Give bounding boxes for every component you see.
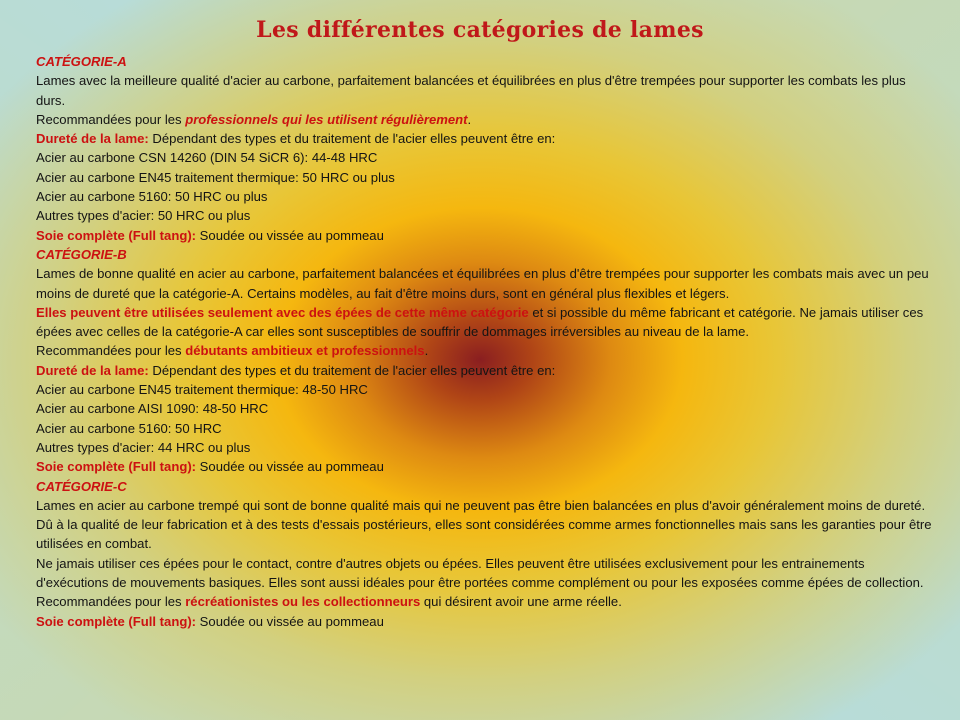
category-b-tang bbox=[36, 457, 934, 476]
recommend-prefix: Recommandées pour les bbox=[36, 343, 186, 359]
category-c-recommendation bbox=[36, 592, 934, 611]
category-a-recommendation bbox=[36, 110, 934, 129]
recommend-prefix: Recommandées pour les bbox=[36, 594, 186, 610]
category-b-recommendation bbox=[36, 341, 934, 360]
page-title: Les différentes catégories de lames bbox=[256, 17, 704, 43]
recommend-highlight: professionnels qui les utilisent régulièrement bbox=[185, 111, 468, 127]
usage-rest: et si possible du même fabricant et catégorie. Ne jamais utiliser ces épées avec celles de la catégorie-A car elles sont susceptibles de souffrir de dommages irréversibles au niveau de la lame. bbox=[36, 304, 924, 340]
recommend-highlight: débutants ambitieux et professionnels bbox=[185, 343, 425, 359]
hardness-label: Dureté de la lame: bbox=[36, 131, 149, 147]
steel-item: Acier au carbone CSN 14260 (DIN 54 SiCR 6): 44-48 HRC bbox=[36, 150, 378, 166]
category-a-tang bbox=[36, 226, 934, 245]
category-a-heading: CATÉGORIE-A bbox=[36, 54, 127, 69]
steel-item: Acier au carbone 5160: 50 HRC bbox=[36, 420, 222, 436]
recommend-highlight: récréationistes ou les collectionneurs bbox=[185, 594, 421, 610]
recommend-suffix: qui désirent avoir une arme réelle. bbox=[420, 594, 622, 610]
hardness-intro: Dépendant des types et du traitement de l'acier elles peuvent être en: bbox=[148, 131, 556, 147]
tang-value: Soudée ou vissée au pommeau bbox=[196, 227, 384, 243]
category-b-hardness bbox=[36, 361, 934, 380]
steel-item: Acier au carbone 5160: 50 HRC ou plus bbox=[36, 189, 268, 205]
hardness-label: Dureté de la lame: bbox=[36, 362, 149, 378]
tang-label: Soie complète (Full tang): bbox=[36, 613, 197, 629]
category-b-usage bbox=[36, 303, 934, 342]
category-a-description: Lames avec la meilleure qualité d'acier au carbone, parfaitement balancées et équilibrées en plus d'être trempées pour supporter les combats les plus durs. bbox=[36, 73, 906, 108]
steel-item: Acier au carbone AISI 1090: 48-50 HRC bbox=[36, 401, 269, 417]
tang-label: Soie complète (Full tang): bbox=[36, 459, 197, 475]
steel-item: Acier au carbone EN45 traitement thermique: 50 HRC ou plus bbox=[36, 169, 395, 185]
usage-highlight: Elles peuvent être utilisées seulement avec des épées de cette même catégorie bbox=[36, 304, 529, 320]
steel-item: Acier au carbone EN45 traitement thermique: 48-50 HRC bbox=[36, 382, 368, 398]
category-c-heading: CATÉGORIE-C bbox=[36, 478, 127, 494]
content-body bbox=[36, 52, 934, 631]
category-b-description: Lames de bonne qualité en acier au carbone, parfaitement balancées et équilibrées en plus d'être trempées pour supporter les combats mais avec un peu moins de dureté que la catégorie-A. Certains modèles, au fait d'être moins durs, sont en général plus flexibles et légers. bbox=[36, 266, 929, 301]
recommend-prefix: Recommandées pour les bbox=[36, 111, 186, 127]
steel-item: Autres types d'acier: 50 HRC ou plus bbox=[36, 208, 251, 224]
category-c-usage: Ne jamais utiliser ces épées pour le contact, contre d'autres objets ou épées. Elles peuvent être utilisées exclusivement pour les entrainements d'exécutions de mouvements basiques. Elles sont aussi idéales pour être portées comme complément ou pour les exposées comme épées de collection. bbox=[36, 555, 924, 591]
category-c-description: Lames en acier au carbone trempé qui sont de bonne qualité mais qui ne peuvent pas être bien balancées en plus d'avoir généralement moins de dureté. Dû à la qualité de leur fabrication et à des tests d'essais postérieurs, elles sont considérées comme armes fonctionnelles mais sans les garanties pour être utilisées en combat. bbox=[36, 497, 932, 552]
hardness-intro: Dépendant des types et du traitement de l'acier elles peuvent être en: bbox=[148, 362, 556, 378]
category-b-heading: CATÉGORIE-B bbox=[36, 246, 127, 262]
recommend-suffix: . bbox=[424, 343, 429, 359]
tang-value: Soudée ou vissée au pommeau bbox=[196, 459, 384, 475]
category-a-hardness bbox=[36, 129, 934, 148]
tang-label: Soie complète (Full tang): bbox=[36, 227, 197, 243]
category-c-tang bbox=[36, 612, 934, 631]
recommend-suffix: . bbox=[467, 111, 472, 127]
tang-value: Soudée ou vissée au pommeau bbox=[196, 613, 384, 629]
steel-item: Autres types d'acier: 44 HRC ou plus bbox=[36, 439, 251, 455]
